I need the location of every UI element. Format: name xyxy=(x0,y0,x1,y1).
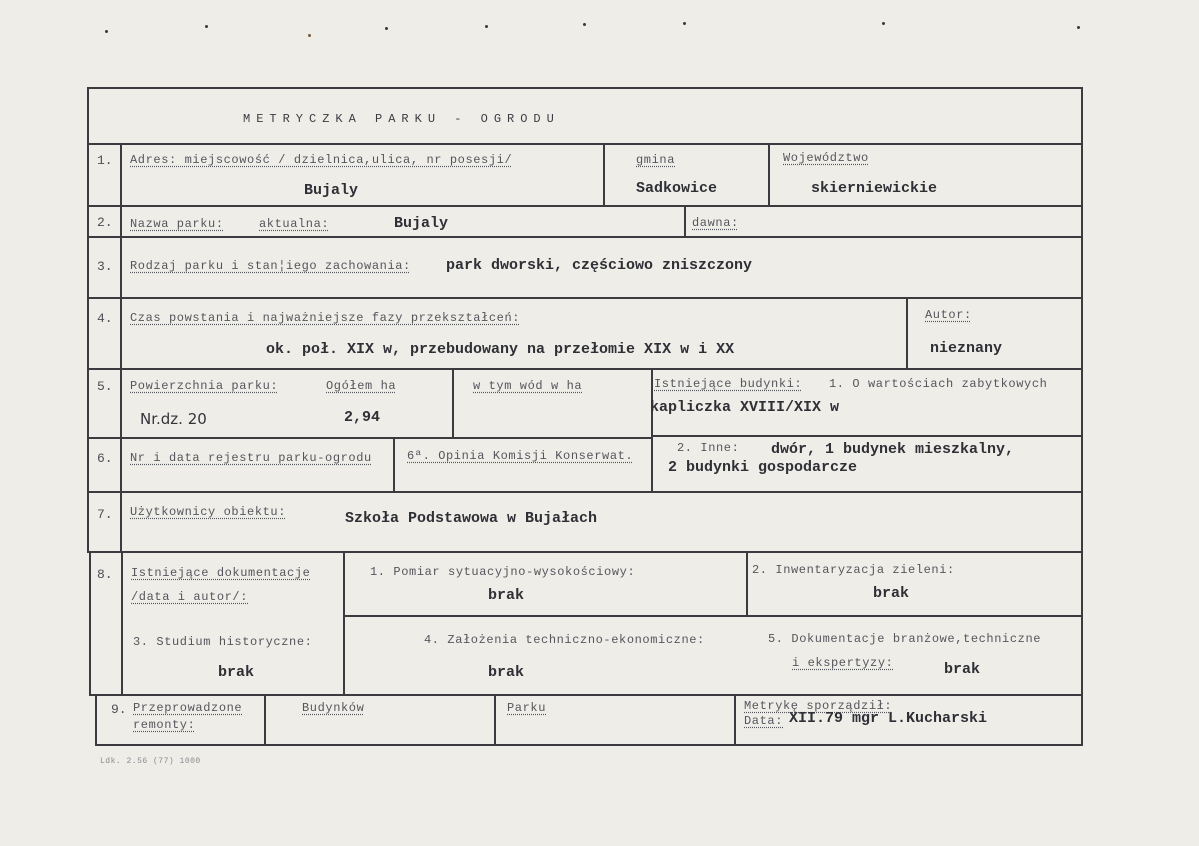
rule xyxy=(746,551,748,615)
buildings-label: Istniejące budynki: xyxy=(654,377,803,391)
former-name-label: dawna: xyxy=(692,216,739,230)
building-repairs-label: Budynków xyxy=(302,701,365,715)
rule xyxy=(343,551,345,694)
buildings-historic-label: 1. O wartościach zabytkowych xyxy=(829,377,1048,391)
paper-speck xyxy=(105,30,108,33)
author-value: nieznany xyxy=(930,340,1003,357)
rule xyxy=(87,551,1083,553)
row-number: 9. xyxy=(111,702,127,717)
survey-label: 1. Pomiar sytuacyjno-wysokościowy: xyxy=(370,565,636,579)
docs-label-line1: Istniejące dokumentacje xyxy=(131,566,311,580)
paper-speck xyxy=(485,25,488,28)
industry-docs-label-line2: i ekspertyzy: xyxy=(792,656,894,670)
paper-speck xyxy=(205,25,208,28)
rule xyxy=(345,615,1081,617)
address-value: Bujaly xyxy=(304,182,359,199)
paper-speck xyxy=(882,22,885,25)
rule xyxy=(264,694,266,746)
row-number: 8. xyxy=(97,567,113,582)
park-repairs-label: Parku xyxy=(507,701,547,715)
rule xyxy=(494,694,496,746)
historical-study-value: brak xyxy=(218,664,255,681)
rule xyxy=(603,143,605,205)
row-number: 3. xyxy=(97,259,113,274)
form-border-top xyxy=(87,87,1083,89)
total-area-value: 2,94 xyxy=(344,409,381,426)
technical-assumptions-value: brak xyxy=(488,664,525,681)
rule xyxy=(89,694,1081,696)
row-number: 4. xyxy=(97,311,113,326)
greenery-inventory-label: 2. Inwentaryzacja zieleni: xyxy=(752,563,955,577)
current-name-label: aktualna: xyxy=(259,217,330,231)
paper-speck xyxy=(308,34,311,37)
other-buildings-value-2: 2 budynki gospodarcze xyxy=(668,459,858,476)
industry-docs-value: brak xyxy=(944,661,981,678)
number-column-line xyxy=(121,551,123,694)
history-value: ok. poł. XIX w, przebudowany na przełomie XIX w i XX xyxy=(266,341,735,358)
form-border-left xyxy=(87,87,89,551)
voivodeship-label: Województwo xyxy=(783,151,869,165)
rule xyxy=(651,435,1083,437)
other-buildings-value-1: dwór, 1 budynek mieszkalny, xyxy=(771,441,1015,458)
area-label: Powierzchnia parku: xyxy=(130,379,279,393)
voivodeship-value: skierniewickie xyxy=(811,180,938,197)
current-name-value: Bujaly xyxy=(394,215,449,232)
technical-assumptions-label: 4. Założenia techniczno-ekonomiczne: xyxy=(424,633,705,647)
greenery-inventory-value: brak xyxy=(873,585,910,602)
rule xyxy=(87,437,651,439)
row-number: 5. xyxy=(97,379,113,394)
repairs-label-line1: Przeprowadzone xyxy=(133,701,243,715)
commission-opinion-label: 6ª. Opinia Komisji Konserwat. xyxy=(407,449,634,463)
docs-label-line2: /data i autor/: xyxy=(131,590,249,604)
users-value: Szkoła Podstawowa w Bujałach xyxy=(345,510,598,527)
rule xyxy=(87,491,1083,493)
rule xyxy=(906,297,908,368)
row-number: 2. xyxy=(97,215,113,230)
author-label: Autor: xyxy=(925,308,972,322)
address-label: Adres: miejscowość / dzielnica,ulica, nr posesji/ xyxy=(130,153,513,167)
rule xyxy=(87,368,1083,370)
buildings-historic-value: kapliczka XVIII/XIX w xyxy=(650,399,840,416)
rule xyxy=(87,143,1083,145)
form-border-bottom xyxy=(95,744,1081,746)
park-type-label: Rodzaj parku i stan¦iego zachowania: xyxy=(130,259,411,273)
rule xyxy=(684,205,686,236)
paper-speck xyxy=(583,23,586,26)
total-area-label: Ogółem ha xyxy=(326,379,397,393)
form-title: METRYCZKA PARKU - OGRODU xyxy=(243,112,560,126)
repairs-label-line2: remonty: xyxy=(133,718,196,732)
park-name-label: Nazwa parku: xyxy=(130,217,224,231)
paper-speck xyxy=(385,27,388,30)
park-type-value: park dworski, częściowo zniszczony xyxy=(446,257,753,274)
rule xyxy=(734,694,736,746)
water-area-label: w tym wód w ha xyxy=(473,379,583,393)
rule xyxy=(768,143,770,205)
rule xyxy=(87,297,1083,299)
row-number: 1. xyxy=(97,153,113,168)
parcel-number: Nr.dz. 20 xyxy=(140,410,207,428)
rule xyxy=(87,205,1083,207)
survey-value: brak xyxy=(488,587,525,604)
rule xyxy=(452,368,454,437)
gmina-value: Sadkowice xyxy=(636,180,718,197)
prepared-by-label: Metrykę sporządził: xyxy=(744,699,893,713)
printer-stamp: Ldk. 2.56 (77) 1000 xyxy=(100,757,201,766)
rule xyxy=(87,236,1083,238)
industry-docs-label-line1: 5. Dokumentacje branżowe,techniczne xyxy=(768,632,1042,646)
row-number: 7. xyxy=(97,507,113,522)
rule xyxy=(651,368,653,491)
history-label: Czas powstania i najważniejsze fazy przekształceń: xyxy=(130,311,521,325)
form-border-right xyxy=(1081,87,1083,746)
users-label: Użytkownicy obiektu: xyxy=(130,505,287,519)
form-border-left xyxy=(95,694,97,746)
prepared-by-value: XII.79 mgr L.Kucharski xyxy=(789,710,988,727)
form-border-left xyxy=(89,551,91,694)
row-number: 6. xyxy=(97,451,113,466)
rule xyxy=(393,437,395,491)
historical-study-label: 3. Studium historyczne: xyxy=(133,635,313,649)
number-column-line xyxy=(120,143,122,551)
register-label: Nr i data rejestru parku-ogrodu xyxy=(130,451,372,465)
other-buildings-label: 2. Inne: xyxy=(677,441,740,455)
date-label: Data: xyxy=(744,714,784,728)
paper-speck xyxy=(1077,26,1080,29)
gmina-label: gmina xyxy=(636,153,676,167)
paper-speck xyxy=(683,22,686,25)
